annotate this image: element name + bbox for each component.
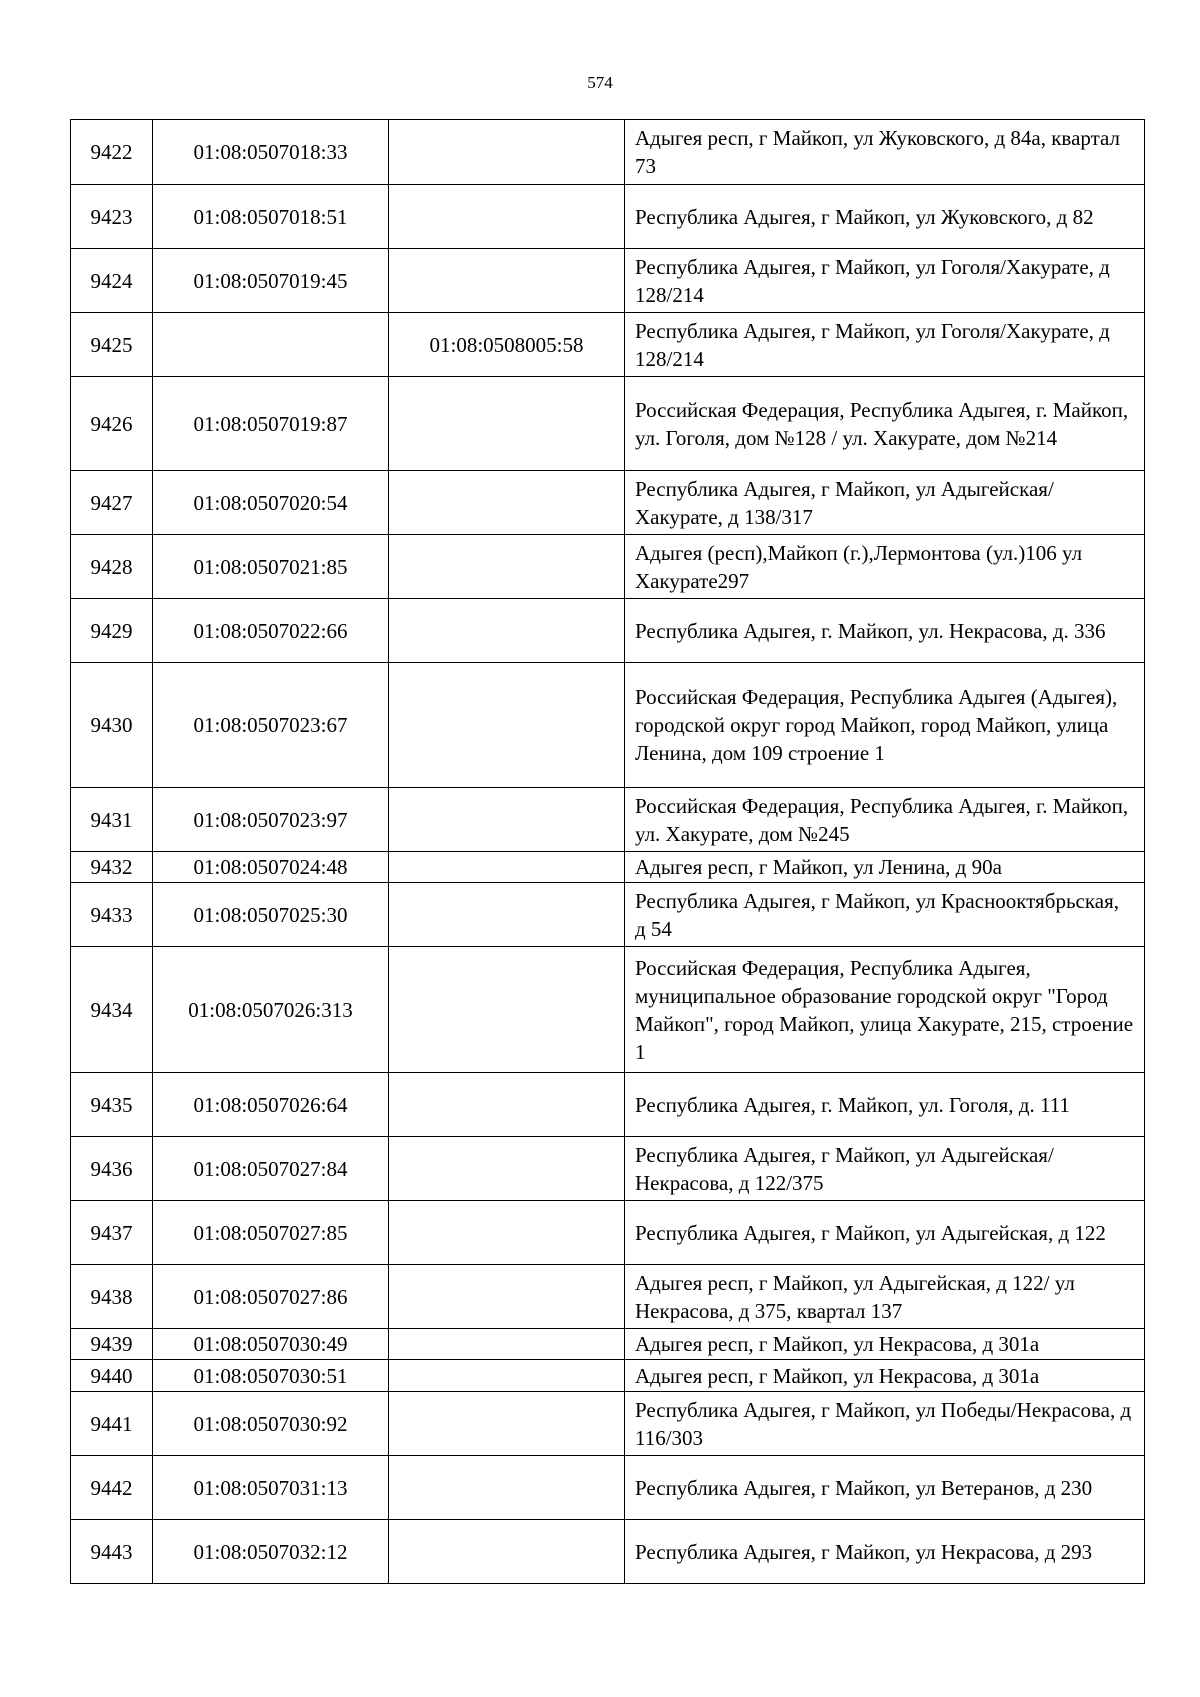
table-row <box>71 947 1145 1073</box>
address: Республика Адыгея, г Майкоп, ул Жуковского, д 82 <box>625 185 1145 249</box>
cadastral-number-secondary <box>389 1137 625 1201</box>
cadastral-number: 01:08:0507030:49 <box>153 1329 389 1360</box>
table-row <box>71 599 1145 663</box>
table-row <box>71 185 1145 249</box>
cadastral-number-secondary: 01:08:0508005:58 <box>389 313 625 377</box>
table-row <box>71 471 1145 535</box>
address: Республика Адыгея, г Майкоп, ул Ветеранов, д 230 <box>625 1456 1145 1520</box>
address: Республика Адыгея, г Майкоп, ул Гоголя/Хакурате, д 128/214 <box>625 313 1145 377</box>
row-number: 9428 <box>71 535 153 599</box>
cadastral-number-secondary <box>389 1265 625 1329</box>
cadastral-number-secondary <box>389 471 625 535</box>
cadastral-number-secondary <box>389 599 625 663</box>
address: Республика Адыгея, г. Майкоп, ул. Гоголя, д. 111 <box>625 1073 1145 1137</box>
address: Республика Адыгея, г Майкоп, ул Некрасова, д 293 <box>625 1520 1145 1584</box>
cadastral-number-secondary <box>389 788 625 852</box>
page-number: 574 <box>587 73 613 92</box>
cadastral-number-secondary <box>389 249 625 313</box>
cadastral-number-secondary <box>389 663 625 788</box>
address: Республика Адыгея, г Майкоп, ул Победы/Некрасова, д 116/303 <box>625 1392 1145 1456</box>
table-row <box>71 1201 1145 1265</box>
table-row <box>71 1329 1145 1360</box>
cadastral-number-secondary <box>389 852 625 883</box>
cadastral-number: 01:08:0507027:84 <box>153 1137 389 1201</box>
row-number: 9430 <box>71 663 153 788</box>
table-row <box>71 249 1145 313</box>
cadastral-number-secondary <box>389 1520 625 1584</box>
registry-table <box>70 119 1145 1584</box>
table-row <box>71 1265 1145 1329</box>
row-number: 9425 <box>71 313 153 377</box>
row-number: 9422 <box>71 120 153 185</box>
cadastral-number-secondary <box>389 947 625 1073</box>
row-number: 9435 <box>71 1073 153 1137</box>
address: Республика Адыгея, г Майкоп, ул Краснооктябрьская, д 54 <box>625 883 1145 947</box>
cadastral-number-secondary <box>389 1360 625 1392</box>
row-number: 9441 <box>71 1392 153 1456</box>
row-number: 9440 <box>71 1360 153 1392</box>
cadastral-number <box>153 313 389 377</box>
cadastral-number-secondary <box>389 120 625 185</box>
cadastral-number: 01:08:0507030:51 <box>153 1360 389 1392</box>
cadastral-number: 01:08:0507021:85 <box>153 535 389 599</box>
cadastral-number: 01:08:0507026:64 <box>153 1073 389 1137</box>
address: Республика Адыгея, г Майкоп, ул Гоголя/Хакурате, д 128/214 <box>625 249 1145 313</box>
cadastral-number: 01:08:0507018:33 <box>153 120 389 185</box>
cadastral-number: 01:08:0507031:13 <box>153 1456 389 1520</box>
address: Адыгея респ, г Майкоп, ул Ленина, д 90а <box>625 852 1145 883</box>
cadastral-number-secondary <box>389 1392 625 1456</box>
row-number: 9434 <box>71 947 153 1073</box>
table-row <box>71 1456 1145 1520</box>
table-row <box>71 788 1145 852</box>
cadastral-number-secondary <box>389 1073 625 1137</box>
cadastral-number: 01:08:0507018:51 <box>153 185 389 249</box>
row-number: 9429 <box>71 599 153 663</box>
table-row <box>71 1520 1145 1584</box>
row-number: 9437 <box>71 1201 153 1265</box>
row-number: 9438 <box>71 1265 153 1329</box>
table-row <box>71 120 1145 185</box>
cadastral-number: 01:08:0507023:67 <box>153 663 389 788</box>
address: Российская Федерация, Республика Адыгея, г. Майкоп, ул. Гоголя, дом №128 / ул. Хакурате, дом №214 <box>625 377 1145 471</box>
address: Адыгея респ, г Майкоп, ул Адыгейская, д 122/ ул Некрасова, д 375, квартал 137 <box>625 1265 1145 1329</box>
address: Российская Федерация, Республика Адыгея, г. Майкоп, ул. Хакурате, дом №245 <box>625 788 1145 852</box>
cadastral-number-secondary <box>389 377 625 471</box>
row-number: 9426 <box>71 377 153 471</box>
cadastral-number: 01:08:0507022:66 <box>153 599 389 663</box>
address: Адыгея респ, г Майкоп, ул Жуковского, д 84а, квартал 73 <box>625 120 1145 185</box>
address: Республика Адыгея, г Майкоп, ул Адыгейская, д 122 <box>625 1201 1145 1265</box>
cadastral-number: 01:08:0507023:97 <box>153 788 389 852</box>
row-number: 9442 <box>71 1456 153 1520</box>
cadastral-number-secondary <box>389 1201 625 1265</box>
address: Адыгея респ, г Майкоп, ул Некрасова, д 301а <box>625 1329 1145 1360</box>
row-number: 9439 <box>71 1329 153 1360</box>
table-row <box>71 883 1145 947</box>
table-row <box>71 313 1145 377</box>
cadastral-number-secondary <box>389 185 625 249</box>
row-number: 9424 <box>71 249 153 313</box>
address: Российская Федерация, Республика Адыгея, муниципальное образование городской округ "Город Майкоп", город Майкоп, улица Хакурате, 215, строение 1 <box>625 947 1145 1073</box>
cadastral-number-secondary <box>389 535 625 599</box>
table-row <box>71 663 1145 788</box>
address: Адыгея респ, г Майкоп, ул Некрасова, д 301а <box>625 1360 1145 1392</box>
row-number: 9443 <box>71 1520 153 1584</box>
table-row <box>71 1360 1145 1392</box>
row-number: 9431 <box>71 788 153 852</box>
address: Адыгея (респ),Майкоп (г.),Лермонтова (ул.)106 ул Хакурате297 <box>625 535 1145 599</box>
table-row <box>71 1392 1145 1456</box>
row-number: 9427 <box>71 471 153 535</box>
cadastral-number: 01:08:0507032:12 <box>153 1520 389 1584</box>
cadastral-number: 01:08:0507027:86 <box>153 1265 389 1329</box>
cadastral-number: 01:08:0507024:48 <box>153 852 389 883</box>
row-number: 9423 <box>71 185 153 249</box>
cadastral-number: 01:08:0507026:313 <box>153 947 389 1073</box>
cadastral-number: 01:08:0507019:45 <box>153 249 389 313</box>
address: Республика Адыгея, г. Майкоп, ул. Некрасова, д. 336 <box>625 599 1145 663</box>
table-row <box>71 852 1145 883</box>
address: Республика Адыгея, г Майкоп, ул Адыгейская/Хакурате, д 138/317 <box>625 471 1145 535</box>
cadastral-number: 01:08:0507025:30 <box>153 883 389 947</box>
address: Российская Федерация, Республика Адыгея (Адыгея), городской округ город Майкоп, город Майкоп, улица Ленина, дом 109 строение 1 <box>625 663 1145 788</box>
row-number: 9432 <box>71 852 153 883</box>
cadastral-number-secondary <box>389 1456 625 1520</box>
table-row <box>71 377 1145 471</box>
table-row <box>71 1137 1145 1201</box>
cadastral-number: 01:08:0507027:85 <box>153 1201 389 1265</box>
address: Республика Адыгея, г Майкоп, ул Адыгейская/Некрасова, д 122/375 <box>625 1137 1145 1201</box>
cadastral-number-secondary <box>389 883 625 947</box>
cadastral-number-secondary <box>389 1329 625 1360</box>
row-number: 9436 <box>71 1137 153 1201</box>
cadastral-number: 01:08:0507020:54 <box>153 471 389 535</box>
table-row <box>71 1073 1145 1137</box>
cadastral-number: 01:08:0507030:92 <box>153 1392 389 1456</box>
row-number: 9433 <box>71 883 153 947</box>
cadastral-number: 01:08:0507019:87 <box>153 377 389 471</box>
table-row <box>71 535 1145 599</box>
registry-table-body <box>71 120 1145 1584</box>
